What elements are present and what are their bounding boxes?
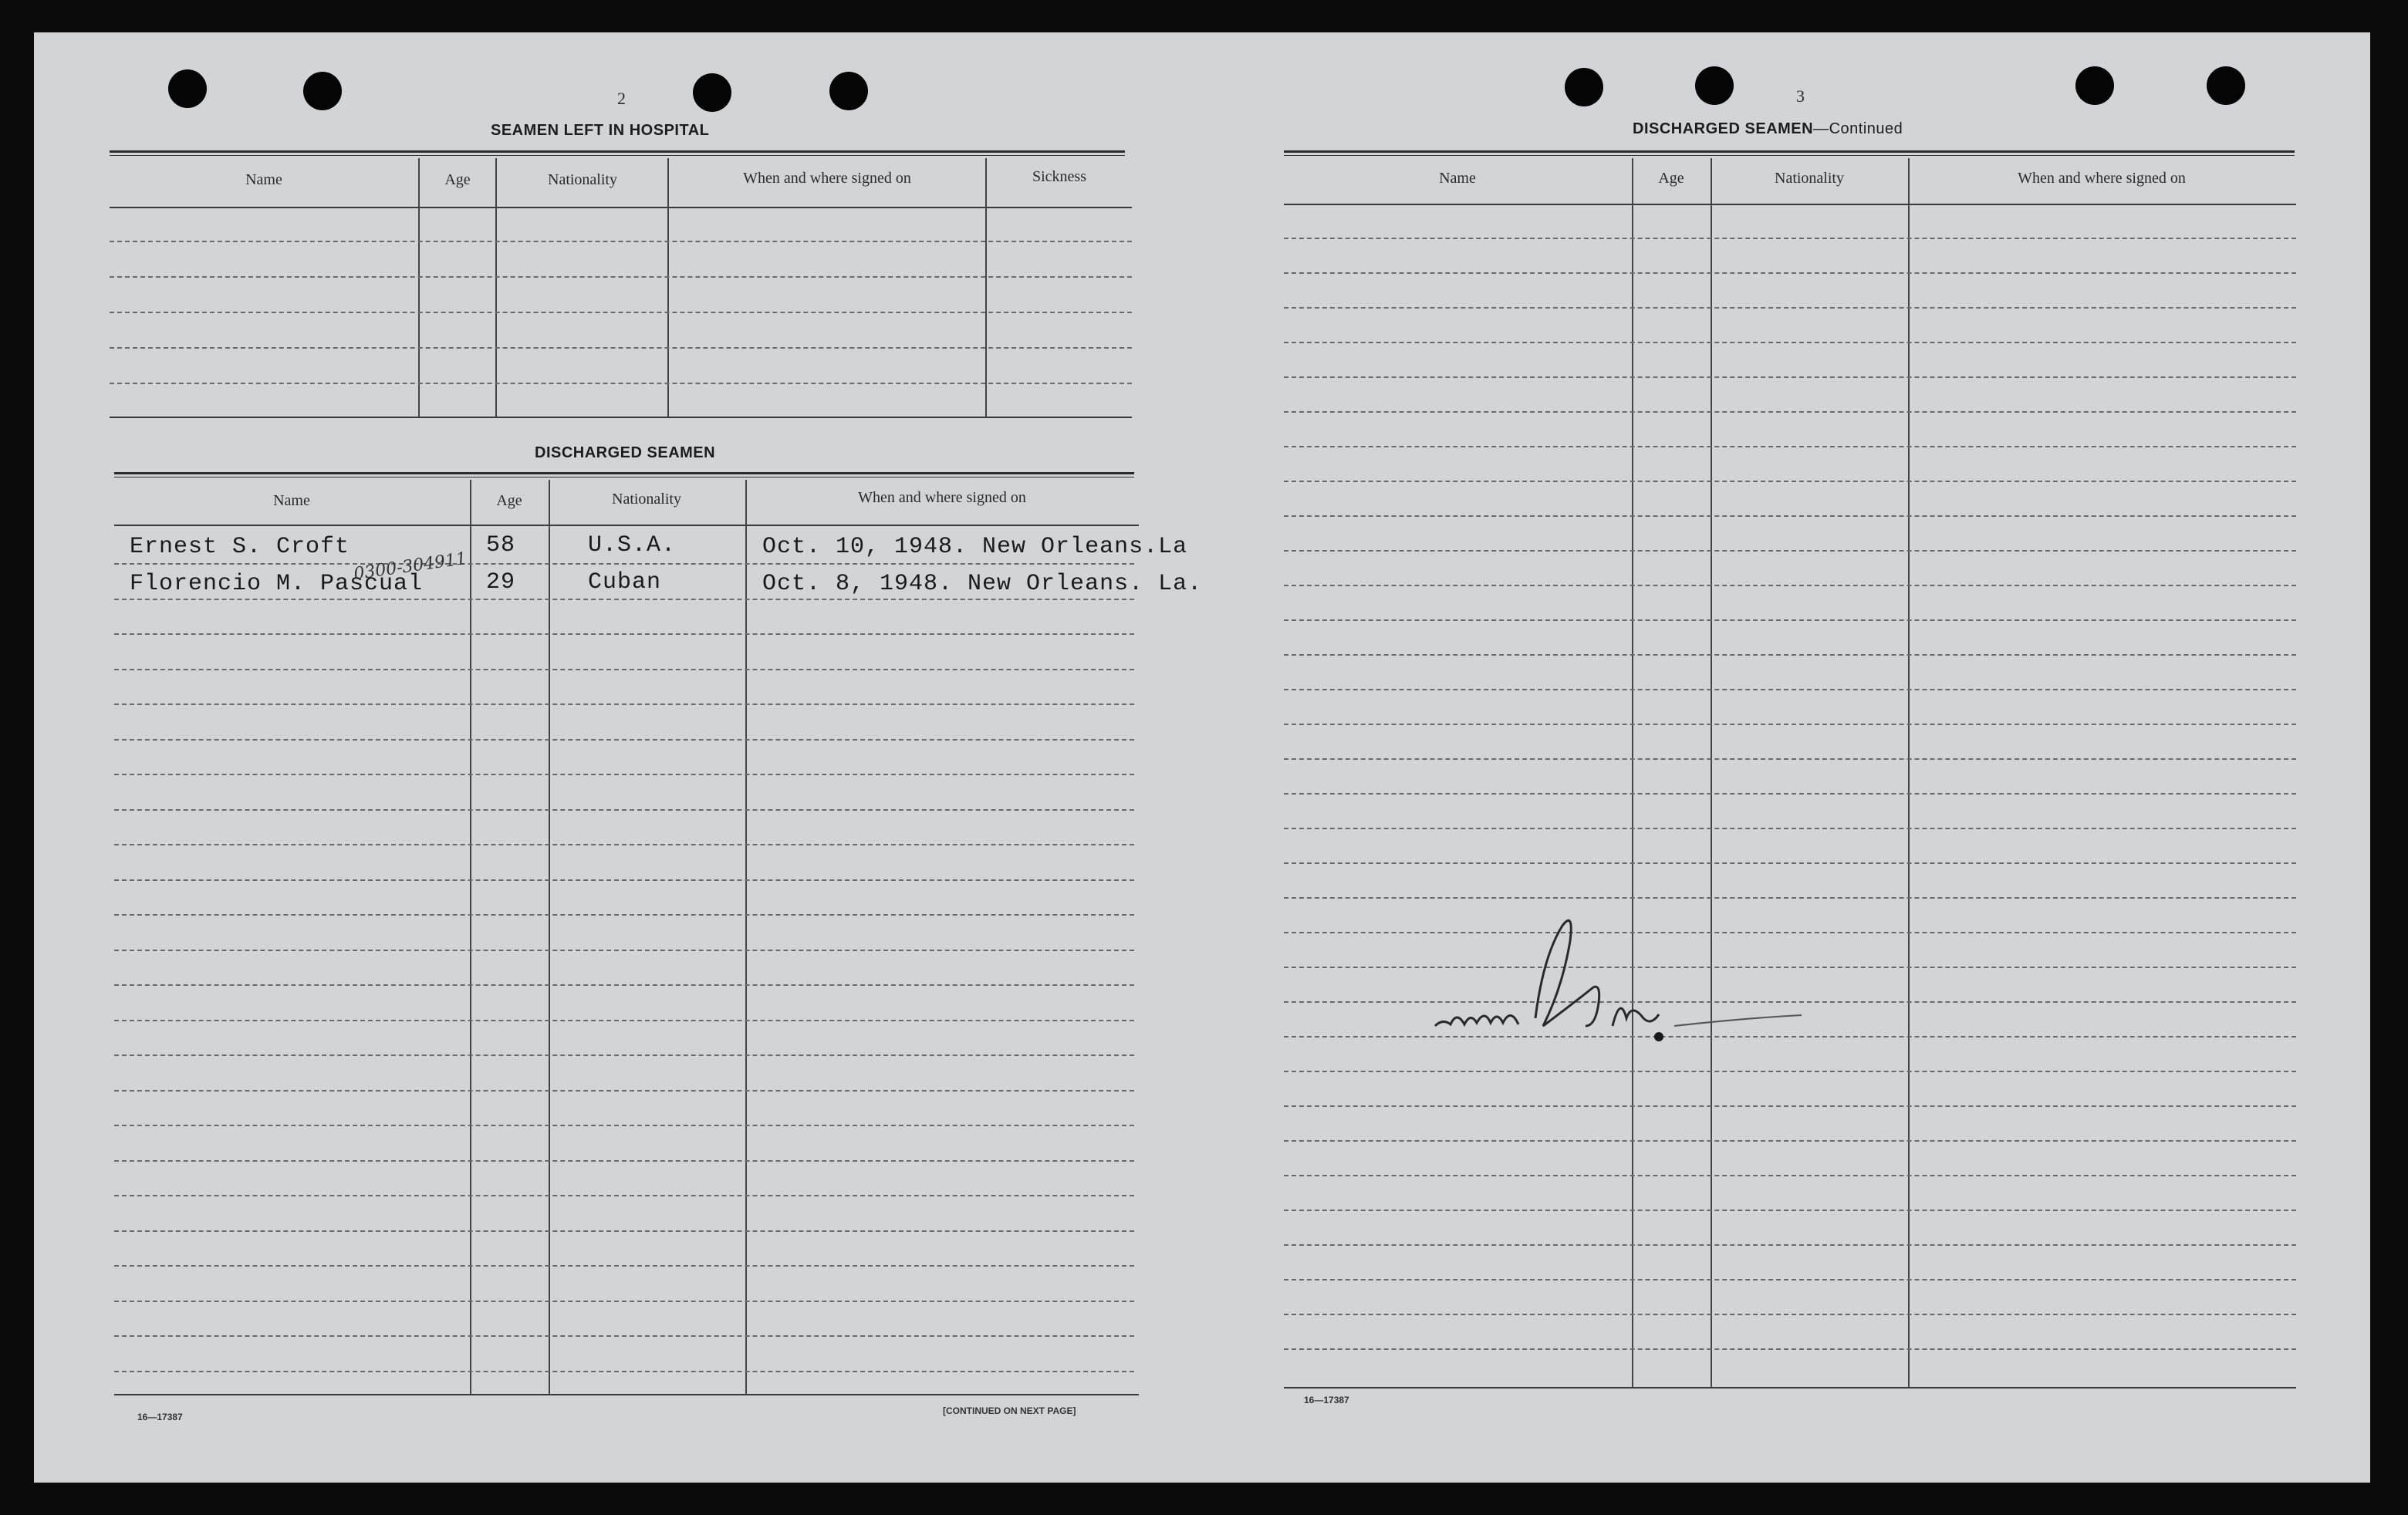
ruled-line — [1284, 1244, 2296, 1246]
right-col-age: Age — [1658, 170, 1684, 187]
hospital-table-bottom-rule — [110, 417, 1132, 418]
ruled-line — [114, 1125, 1134, 1126]
right-col-nationality: Nationality — [1775, 170, 1844, 187]
hospital-section-title: SEAMEN LEFT IN HOSPITAL — [491, 122, 710, 139]
hospital-header-rule — [110, 207, 1132, 208]
discharged-table-top-rule — [114, 472, 1134, 477]
page-number-left: 2 — [617, 89, 626, 108]
ruled-line — [114, 1020, 1134, 1021]
row1-age: 58 — [486, 532, 516, 558]
ruled-line — [114, 809, 1134, 811]
form-number-right: 16—17387 — [1304, 1395, 1349, 1405]
ruled-line — [114, 950, 1134, 951]
ruled-line — [1284, 758, 2296, 760]
hospital-row-line — [110, 241, 1132, 242]
punch-hole — [2207, 66, 2245, 105]
page-number-right: 3 — [1796, 86, 1805, 106]
punch-hole — [1565, 68, 1603, 106]
ruled-line — [114, 1335, 1134, 1337]
row2-nationality: Cuban — [588, 569, 662, 596]
ruled-line — [114, 1265, 1134, 1267]
handwritten-note: 0300-304911 — [352, 548, 468, 585]
hospital-col-sickness: Sickness — [1032, 168, 1086, 185]
hospital-col-name: Name — [245, 171, 282, 188]
ruled-line — [1284, 376, 2296, 378]
ruled-line — [114, 704, 1134, 705]
ruled-line — [1284, 515, 2296, 517]
ruled-line — [114, 1230, 1134, 1232]
hospital-col-nationality: Nationality — [548, 171, 617, 188]
hospital-row-line — [110, 276, 1132, 278]
ruled-line — [1284, 342, 2296, 343]
ruled-line — [1284, 793, 2296, 795]
ruled-line — [1284, 897, 2296, 899]
right-table-top-rule — [1284, 150, 2295, 156]
discharged-col-divider — [745, 480, 747, 1394]
punch-hole — [168, 69, 207, 108]
punch-hole — [303, 72, 342, 110]
ruled-line — [1284, 446, 2296, 447]
hospital-col-divider — [667, 158, 669, 417]
ruled-line — [114, 774, 1134, 775]
ruled-line — [1284, 272, 2296, 274]
ruled-line — [114, 1195, 1134, 1196]
ruled-line — [1284, 411, 2296, 413]
discharged-col-divider — [549, 480, 550, 1394]
ruled-line — [114, 599, 1134, 600]
discharged-table-bottom-rule — [114, 1394, 1139, 1395]
punch-hole — [1695, 66, 1734, 105]
ruled-line — [1284, 1105, 2296, 1107]
ruled-line — [1284, 550, 2296, 552]
ruled-line — [1284, 828, 2296, 829]
hospital-col-age: Age — [444, 171, 471, 188]
discharged-col-signed-on: When and where signed on — [858, 489, 1026, 506]
ruled-line — [1284, 307, 2296, 309]
right-col-name: Name — [1439, 170, 1476, 187]
ruled-line — [1284, 1210, 2296, 1211]
right-title-suffix: —Continued — [1813, 120, 1903, 137]
form-number-left: 16—17387 — [137, 1412, 183, 1422]
discharged-col-divider — [470, 480, 471, 1394]
discharged-col-age: Age — [496, 492, 522, 509]
ruled-line — [114, 669, 1134, 670]
ruled-line — [114, 563, 1134, 565]
ruled-line — [1284, 654, 2296, 656]
ruled-line — [114, 633, 1134, 635]
ruled-line — [114, 739, 1134, 741]
discharged-header-rule — [114, 525, 1139, 526]
hospital-table-top-rule — [110, 150, 1125, 156]
ruled-line — [114, 1054, 1134, 1056]
ruled-line — [114, 1301, 1134, 1302]
hospital-col-divider — [418, 158, 420, 417]
row1-name: Ernest S. Croft — [130, 534, 350, 560]
ruled-line — [1284, 585, 2296, 586]
row2-signed-on: Oct. 8, 1948. New Orleans. La. — [762, 571, 1203, 597]
right-col-signed-on: When and where signed on — [2018, 170, 2186, 187]
hospital-row-line — [110, 347, 1132, 349]
ruled-line — [114, 879, 1134, 881]
continued-note: [CONTINUED ON NEXT PAGE] — [943, 1405, 1076, 1416]
ruled-line — [1284, 862, 2296, 864]
ruled-line — [1284, 1175, 2296, 1176]
discharged-col-name: Name — [273, 492, 310, 509]
ruled-line — [1284, 1348, 2296, 1350]
ruled-line — [1284, 1314, 2296, 1315]
right-section-title — [1633, 120, 1903, 138]
ruled-line — [1284, 1071, 2296, 1072]
ruled-line — [114, 914, 1134, 916]
ruled-line — [1284, 481, 2296, 482]
ruled-line — [1284, 689, 2296, 690]
ruled-line — [1284, 1279, 2296, 1280]
ruled-line — [114, 1160, 1134, 1162]
punch-hole — [2075, 66, 2114, 105]
right-table-bottom-rule — [1284, 1387, 2296, 1388]
hospital-row-line — [110, 383, 1132, 384]
discharged-col-nationality: Nationality — [612, 491, 681, 508]
hospital-col-divider — [985, 158, 987, 417]
ruled-line — [114, 844, 1134, 845]
ruled-line — [114, 1090, 1134, 1092]
ruled-line — [114, 984, 1134, 986]
row1-nationality: U.S.A. — [588, 532, 677, 558]
row2-name: Florencio M. Pascual — [130, 571, 424, 597]
row2-age: 29 — [486, 569, 516, 596]
hospital-col-divider — [495, 158, 497, 417]
punch-hole — [693, 73, 731, 112]
right-header-rule — [1284, 204, 2296, 205]
hospital-col-signed-on: When and where signed on — [743, 170, 911, 187]
punch-hole — [829, 72, 868, 110]
signature-image — [1420, 910, 1821, 1049]
ruled-line — [1284, 1140, 2296, 1142]
discharged-section-title: DISCHARGED SEAMEN — [535, 444, 716, 461]
ruled-line — [114, 1371, 1134, 1372]
ruled-line — [1284, 724, 2296, 725]
hospital-row-line — [110, 312, 1132, 313]
ruled-line — [1284, 238, 2296, 239]
row1-signed-on: Oct. 10, 1948. New Orleans.La — [762, 534, 1188, 560]
ruled-line — [1284, 619, 2296, 621]
right-title-main: DISCHARGED SEAMEN — [1633, 120, 1814, 137]
